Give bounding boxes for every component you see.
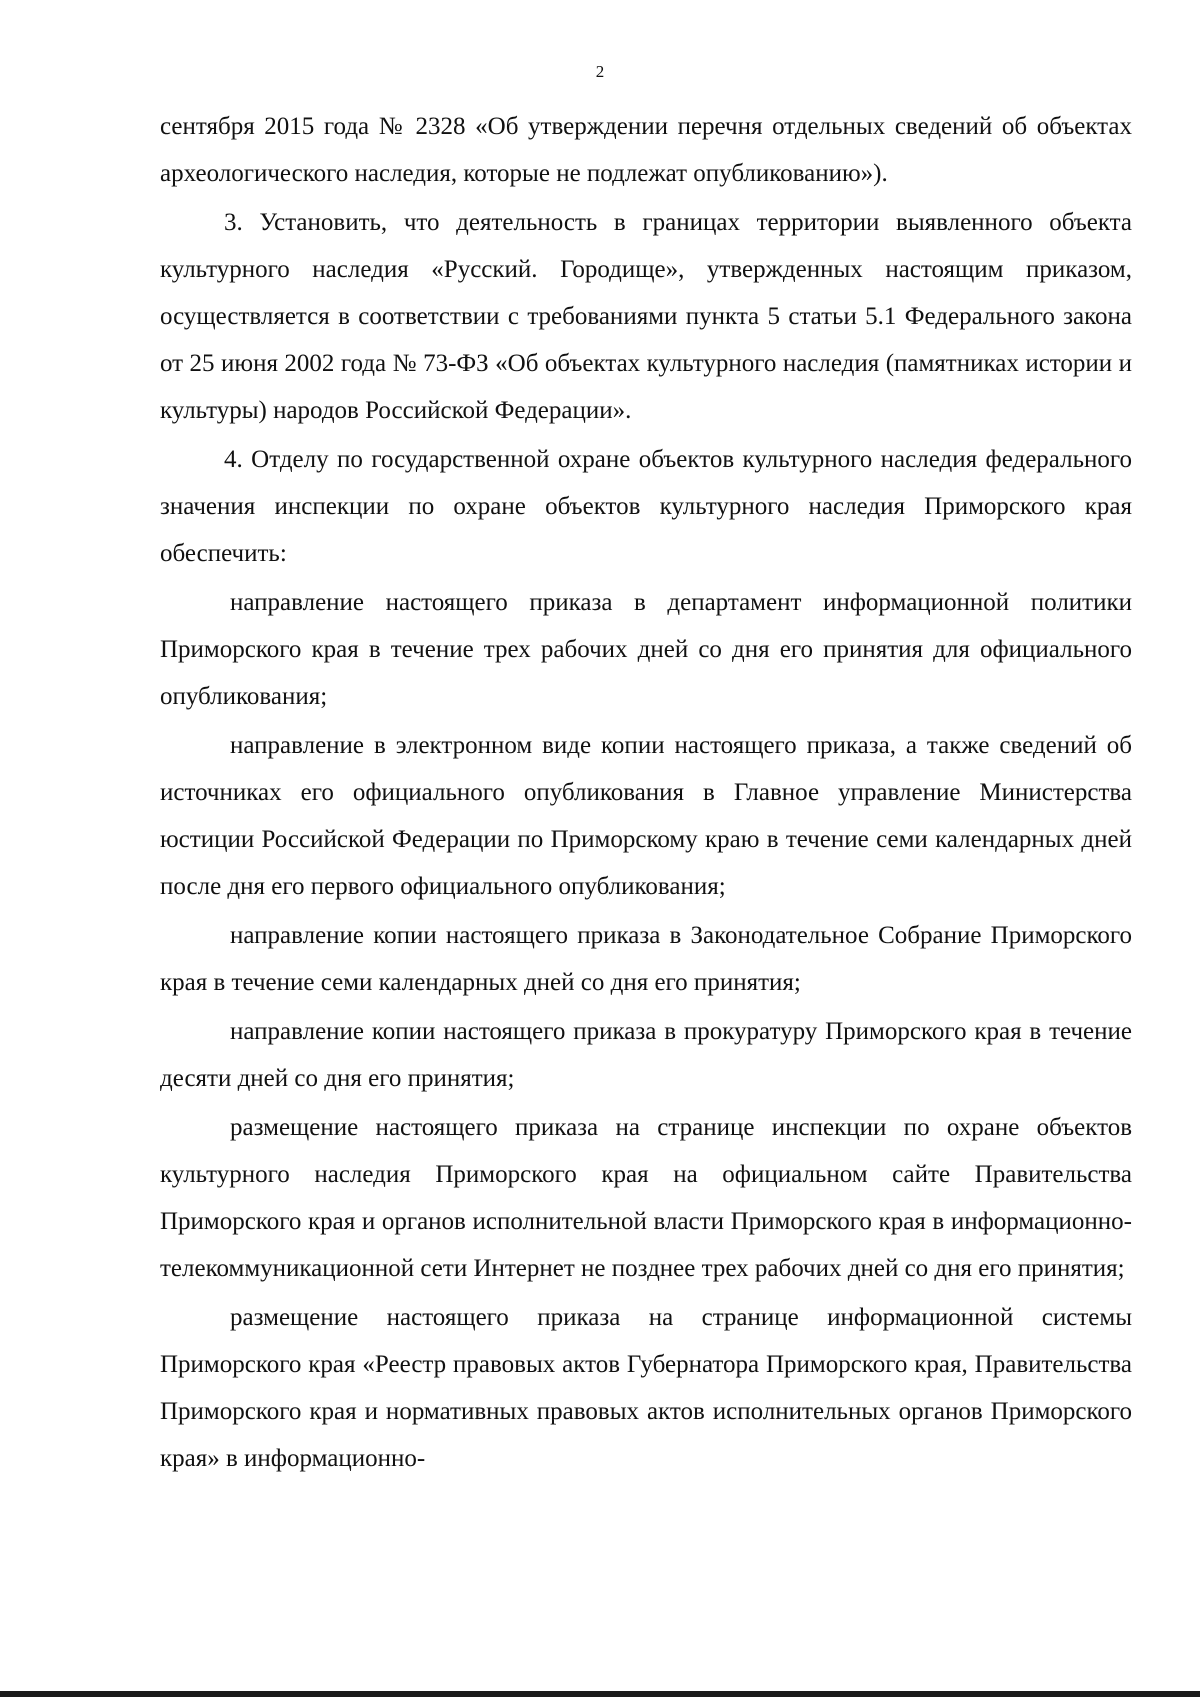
page-number: 2 (595, 62, 605, 81)
paragraph-subitem-6: размещение настоящего приказа на странице информационной системы Приморского края «Реестр правовых актов Губернатора Приморского края, Правительства Приморского края и нормативных правовых актов исполнительных органов Приморского края» в информационно- (160, 1304, 1132, 1472)
paragraph-subitem-4: направление копии настоящего приказа в прокуратуру Приморского края в течение десяти дней со дня его принятия; (160, 1018, 1132, 1092)
paragraph-item-3: 3. Установить, что деятельность в границах территории выявленного объекта культурного наследия «Русский. Городище», утвержденных настоящим приказом, осуществляется в соответствии с требованиями пункта 5 статьи 5.1 Федерального закона от 25 июня 2002 года № 73-ФЗ «Об объектах культурного наследия (памятниках истории и культуры) народов Российской Федерации». (160, 209, 1132, 424)
document-body (160, 103, 1132, 1484)
paragraph-subitem-3: направление копии настоящего приказа в Законодательное Собрание Приморского края в течение семи календарных дней со дня его принятия; (160, 922, 1132, 996)
paragraph-item-4: 4. Отделу по государственной охране объектов культурного наследия федерального значения инспекции по охране объектов культурного наследия Приморского края обеспечить: (160, 446, 1132, 567)
scan-edge-line (0, 1691, 1200, 1697)
paragraph-subitem-5: размещение настоящего приказа на странице инспекции по охране объектов культурного наследия Приморского края на официальном сайте Правительства Приморского края и органов исполнительной власти Приморского края в информационно-телекоммуникационной сети Интернет не позднее трех рабочих дней со дня его принятия; (160, 1114, 1132, 1282)
paragraph-subitem-1: направление настоящего приказа в департамент информационной политики Приморского края в течение трех рабочих дней со дня его принятия для официального опубликования; (160, 589, 1132, 710)
paragraph-continuation: сентября 2015 года № 2328 «Об утверждении перечня отдельных сведений об объектах археологического наследия, которые не подлежат опубликованию»). (160, 113, 1132, 187)
paragraph-subitem-2: направление в электронном виде копии настоящего приказа, а также сведений об источниках его официального опубликования в Главное управление Министерства юстиции Российской Федерации по Приморскому краю в течение семи календарных дней после дня его первого официального опубликования; (160, 732, 1132, 900)
